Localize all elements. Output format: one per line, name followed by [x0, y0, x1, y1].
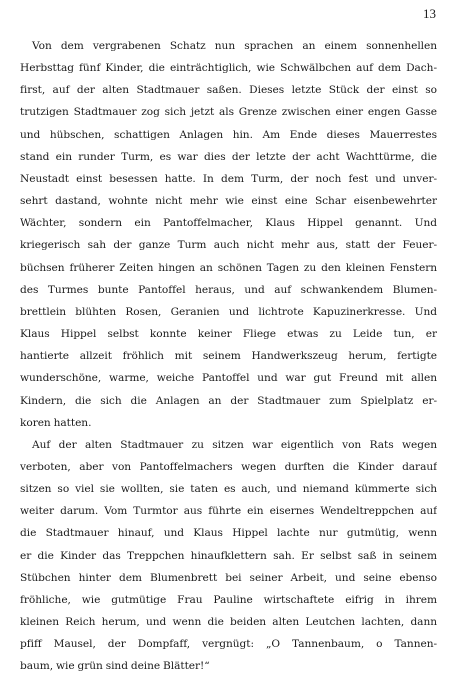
- text-line: des Turmes bunte Pantoffel heraus, und auf schwankendem Blumen-: [20, 283, 437, 296]
- text-line: stand ein runder Turm, es war dies der letzte der acht Wachttürme, die: [20, 150, 437, 163]
- text-line: und hübschen, schattigen Anlagen hin. Am Ende dieses Mauerrestes: [20, 128, 437, 141]
- text-line: fröhliche, wie gutmütige Frau Pauline wirtschaftete eifrig in ihrem: [20, 593, 437, 606]
- text-line: verboten, aber von Pantoffelmachers wegen durften die Kinder darauf: [20, 460, 437, 473]
- text-line: pfiff Mausel, der Dompfaff, vergnügt: „O Tannenbaum, o Tannen-: [20, 638, 437, 651]
- text-line: die Stadtmauer hinauf, und Klaus Hippel lachte nur gutmütig, wenn: [20, 527, 437, 540]
- text-line: koren hatten.: [20, 416, 92, 429]
- text-line: Herbsttag fünf Kinder, die einträchtiglich, wie Schwälbchen auf dem Dach-: [20, 62, 437, 75]
- text-line: Auf der alten Stadtmauer zu sitzen war eigentlich von Rats wegen: [32, 438, 437, 451]
- text-line: baum, wie grün sind deine Blätter!“: [20, 660, 210, 673]
- text-line: sehrt dastand, wohnte nicht mehr wie einst eine Schar eisenbewehrter: [20, 195, 437, 208]
- text-line: Von dem vergrabenen Schatz nun sprachen an einem sonnenhellen: [32, 40, 437, 52]
- body-text: [20, 35, 437, 678]
- text-line: Kindern, die sich die Anlagen an der Stadtmauer zum Spielplatz er-: [20, 394, 437, 407]
- text-line: sitzen so viel sie wollten, sie taten es auch, und niemand kümmerte sich: [20, 483, 437, 496]
- text-line: wunderschöne, warme, weiche Pantoffel und war gut Freund mit allen: [20, 372, 437, 385]
- text-line: hantierte allzeit fröhlich mit seinem Handwerkszeug herum, fertigte: [20, 350, 437, 363]
- text-line: trutzigen Stadtmauer zog sich jetzt als Grenze zwischen einer engen Gasse: [20, 106, 437, 119]
- text-line: brettlein blühten Rosen, Geranien und lichtrote Kapuzinerkresse. Und: [20, 305, 437, 318]
- text-line: Klaus Hippel selbst konnte keiner Fliege etwas zu Leide tun, er: [20, 328, 437, 341]
- page-number: 13: [423, 6, 436, 21]
- text-line: first, auf der alten Stadtmauer saßen. Dieses letzte Stück der einst so: [20, 84, 437, 97]
- text-line: er die Kinder das Treppchen hinaufklettern sah. Er selbst saß in seinem: [20, 549, 437, 562]
- text-line: Wächter, sondern ein Pantoffelmacher, Klaus Hippel genannt. Und: [20, 217, 437, 230]
- text-line: Stübchen hinter dem Blumenbrett bei seiner Arbeit, und seine ebenso: [20, 571, 437, 584]
- text-line: Neustadt einst besessen hatte. In dem Turm, der noch fest und unver-: [20, 172, 437, 185]
- text-line: kriegerisch sah der ganze Turm auch nicht mehr aus, statt der Feuer-: [20, 239, 437, 252]
- paragraph-2: [20, 434, 437, 678]
- text-line: kleinen Reich herum, und wenn die beiden alten Leutchen lachten, dann: [20, 616, 437, 629]
- text-line: weiter darum. Vom Turmtor aus führte ein eisernes Wendeltreppchen auf: [20, 505, 437, 518]
- paragraph-1: [20, 35, 437, 434]
- text-line: büchsen früherer Zeiten hingen an schönen Tagen zu den kleinen Fenstern: [20, 261, 437, 274]
